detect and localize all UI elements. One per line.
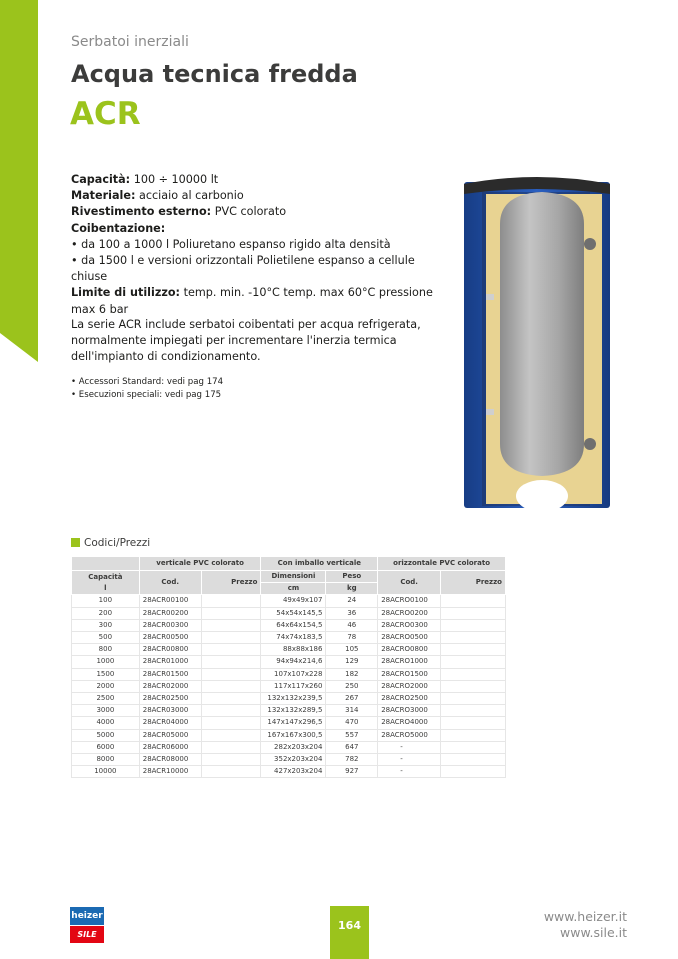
capacity-cell: 2500 xyxy=(72,693,140,705)
spec-label: Materiale: xyxy=(71,189,136,203)
price-cell xyxy=(201,754,261,766)
capacity-header-text: Capacità xyxy=(88,572,123,581)
connection-bottom xyxy=(584,438,596,450)
spec-label: Limite di utilizzo: xyxy=(71,286,181,300)
code-cell: 28ACR00100 xyxy=(139,595,201,607)
weight-cell: 314 xyxy=(326,705,378,717)
price-cell xyxy=(201,741,261,753)
capacity-header xyxy=(72,571,140,595)
spec-insulation-1: • da 100 a 1000 l Poliuretano espanso rigido alta densità xyxy=(71,237,391,251)
header-cell xyxy=(72,557,140,571)
spec-value: acciaio al carbonio xyxy=(138,189,244,203)
code-horizontal-cell: - xyxy=(378,754,441,766)
spec-coating xyxy=(71,204,449,220)
dimensions-cell: 427x203x204 xyxy=(261,766,326,778)
code-cell: 28ACR03000 xyxy=(139,705,201,717)
capacity-cell: 4000 xyxy=(72,717,140,729)
price-horizontal-cell xyxy=(441,693,506,705)
capacity-cell: 5000 xyxy=(72,729,140,741)
code-horizontal-cell: 28ACRO0300 xyxy=(378,619,441,631)
weight-cell: 470 xyxy=(326,717,378,729)
price-table-body xyxy=(72,595,506,778)
price-cell xyxy=(201,619,261,631)
capacity-cell: 100 xyxy=(72,595,140,607)
code-horizontal-cell: 28ACRO1500 xyxy=(378,668,441,680)
price-horizontal-cell xyxy=(441,680,506,692)
weight-cell: 267 xyxy=(326,693,378,705)
weight-cell: 182 xyxy=(326,668,378,680)
code-horizontal-cell: 28ACRO0500 xyxy=(378,632,441,644)
section-title xyxy=(71,537,150,549)
code-horizontal-cell: - xyxy=(378,741,441,753)
price-horizontal-cell xyxy=(441,595,506,607)
weight-header: Peso xyxy=(326,571,378,583)
spec-limits xyxy=(71,285,449,317)
dimensions-cell: 64x64x154,5 xyxy=(261,619,326,631)
dimensions-header: Dimensioni xyxy=(261,571,326,583)
table-row xyxy=(72,680,506,692)
price-cell xyxy=(201,644,261,656)
url-heizer[interactable]: www.heizer.it xyxy=(543,909,627,924)
price-horizontal-cell xyxy=(441,656,506,668)
table-row xyxy=(72,741,506,753)
price-cell xyxy=(201,595,261,607)
section-title-text: Codici/Prezzi xyxy=(84,537,151,549)
capacity-unit: l xyxy=(104,583,107,592)
price-cell xyxy=(201,766,261,778)
capacity-cell: 8000 xyxy=(72,754,140,766)
table-row xyxy=(72,595,506,607)
code-cell: 28ACR00500 xyxy=(139,632,201,644)
code-horizontal-cell: - xyxy=(378,766,441,778)
url-sile[interactable]: www.sile.it xyxy=(560,925,627,940)
heizer-logo: heizer xyxy=(70,907,104,925)
tank-cutaway-image xyxy=(462,174,612,512)
table-row xyxy=(72,619,506,631)
capacity-cell: 3000 xyxy=(72,705,140,717)
price-table xyxy=(71,556,506,778)
price-horizontal-cell xyxy=(441,668,506,680)
code-horizontal-cell: 28ACRO0200 xyxy=(378,607,441,619)
code-cell: 28ACR05000 xyxy=(139,729,201,741)
dimensions-cell: 352x203x204 xyxy=(261,754,326,766)
capacity-cell: 200 xyxy=(72,607,140,619)
table-row xyxy=(72,668,506,680)
code-cell: 28ACR04000 xyxy=(139,717,201,729)
category-label: Serbatoi inerziali xyxy=(71,34,189,50)
connection-left-top xyxy=(486,294,494,300)
capacity-cell: 1000 xyxy=(72,656,140,668)
weight-cell: 927 xyxy=(326,766,378,778)
table-row xyxy=(72,754,506,766)
page-title: Acqua tecnica fredda xyxy=(71,60,358,88)
code-horizontal-cell: 28ACRO5000 xyxy=(378,729,441,741)
code-cell: 28ACR02000 xyxy=(139,680,201,692)
price-horizontal-header: Prezzo xyxy=(441,571,506,595)
capacity-cell: 1500 xyxy=(72,668,140,680)
dimensions-cell: 54x54x145,5 xyxy=(261,607,326,619)
code-header: Cod. xyxy=(139,571,201,595)
weight-cell: 46 xyxy=(326,619,378,631)
price-cell xyxy=(201,717,261,729)
price-cell xyxy=(201,607,261,619)
dimensions-cell: 49x49x107 xyxy=(261,595,326,607)
weight-cell: 250 xyxy=(326,680,378,692)
price-horizontal-cell xyxy=(441,705,506,717)
price-cell xyxy=(201,705,261,717)
connection-left-bottom xyxy=(486,409,494,415)
code-cell: 28ACR01000 xyxy=(139,656,201,668)
weight-cell: 782 xyxy=(326,754,378,766)
price-horizontal-cell xyxy=(441,717,506,729)
dimensions-cell: 74x74x183,5 xyxy=(261,632,326,644)
code-horizontal-cell: 28ACRO2500 xyxy=(378,693,441,705)
dimensions-unit: cm xyxy=(261,583,326,595)
table-row xyxy=(72,717,506,729)
table-header-row xyxy=(72,571,506,583)
price-cell xyxy=(201,729,261,741)
price-horizontal-cell xyxy=(441,729,506,741)
price-cell xyxy=(201,632,261,644)
capacity-cell: 300 xyxy=(72,619,140,631)
dimensions-cell: 117x117x260 xyxy=(261,680,326,692)
code-horizontal-cell: 28ACRO2000 xyxy=(378,680,441,692)
weight-cell: 36 xyxy=(326,607,378,619)
code-horizontal-cell: 28ACRO1000 xyxy=(378,656,441,668)
code-cell: 28ACR10000 xyxy=(139,766,201,778)
code-horizontal-cell: 28ACRO0100 xyxy=(378,595,441,607)
capacity-cell: 500 xyxy=(72,632,140,644)
weight-cell: 24 xyxy=(326,595,378,607)
dimensions-cell: 167x167x300,5 xyxy=(261,729,326,741)
dimensions-cell: 147x147x296,5 xyxy=(261,717,326,729)
model-name: ACR xyxy=(70,96,141,132)
dimensions-cell: 94x94x214,6 xyxy=(261,656,326,668)
price-horizontal-cell xyxy=(441,619,506,631)
bottom-leg xyxy=(516,480,568,512)
price-cell xyxy=(201,680,261,692)
price-horizontal-cell xyxy=(441,607,506,619)
code-cell: 28ACR06000 xyxy=(139,741,201,753)
table-row xyxy=(72,705,506,717)
code-cell: 28ACR00300 xyxy=(139,619,201,631)
spec-value: PVC colorato xyxy=(214,205,287,219)
spec-label: Coibentazione: xyxy=(71,221,166,235)
code-cell: 28ACR02500 xyxy=(139,693,201,705)
weight-cell: 105 xyxy=(326,644,378,656)
group-packaging-header: Con imballo verticale xyxy=(261,557,378,571)
table-row xyxy=(72,766,506,778)
spec-value: 100 ÷ 10000 lt xyxy=(133,173,219,186)
accessory-item: • Esecuzioni speciali: vedi pag 175 xyxy=(71,390,222,400)
dimensions-cell: 282x203x204 xyxy=(261,741,326,753)
price-horizontal-cell xyxy=(441,644,506,656)
capacity-cell: 2000 xyxy=(72,680,140,692)
description: La serie ACR include serbatoi coibentati per acqua refrigerata, normalmente impiegati per incrementare l'inerzia termica dell'impianto di condizionamento. xyxy=(71,318,421,364)
accent-bar xyxy=(0,0,38,362)
footer-urls xyxy=(544,909,627,941)
code-horizontal-cell: 28ACRO4000 xyxy=(378,717,441,729)
code-horizontal-cell: 28ACRO0800 xyxy=(378,644,441,656)
capacity-cell: 10000 xyxy=(72,766,140,778)
price-cell xyxy=(201,693,261,705)
square-bullet-icon xyxy=(71,538,80,547)
code-cell: 28ACR08000 xyxy=(139,754,201,766)
code-horizontal-cell: 28ACRO3000 xyxy=(378,705,441,717)
accessory-item: • Accessori Standard: vedi pag 174 xyxy=(71,377,224,387)
capacity-cell: 6000 xyxy=(72,741,140,753)
price-header: Prezzo xyxy=(201,571,261,595)
table-row xyxy=(72,656,506,668)
code-cell: 28ACR00800 xyxy=(139,644,201,656)
spec-insulation-2: • da 1500 l e versioni orizzontali Polietilene espanso a cellule chiuse xyxy=(71,254,415,284)
accessories-list xyxy=(71,376,223,402)
table-header-row xyxy=(72,557,506,571)
spec-insulation xyxy=(71,221,449,237)
table-row xyxy=(72,632,506,644)
spec-list xyxy=(71,172,449,318)
sile-logo: SILE xyxy=(70,926,104,943)
price-horizontal-cell xyxy=(441,632,506,644)
code-horizontal-header: Cod. xyxy=(378,571,441,595)
capacity-cell: 800 xyxy=(72,644,140,656)
table-row xyxy=(72,607,506,619)
spec-material xyxy=(71,188,449,204)
code-cell: 28ACR00200 xyxy=(139,607,201,619)
table-row xyxy=(72,644,506,656)
weight-cell: 78 xyxy=(326,632,378,644)
page-number: 164 xyxy=(330,906,369,959)
dimensions-cell: 132x132x289,5 xyxy=(261,705,326,717)
weight-cell: 557 xyxy=(326,729,378,741)
spec-value: temp. min. -10°C temp. max 60°C pressione max 6 bar xyxy=(71,286,433,316)
spec-capacity xyxy=(71,172,449,188)
weight-cell: 129 xyxy=(326,656,378,668)
dimensions-cell: 88x88x186 xyxy=(261,644,326,656)
weight-cell: 647 xyxy=(326,741,378,753)
group-horizontal-header: orizzontale PVC colorato xyxy=(378,557,506,571)
weight-unit: kg xyxy=(326,583,378,595)
price-horizontal-cell xyxy=(441,766,506,778)
dimensions-cell: 107x107x228 xyxy=(261,668,326,680)
spec-label: Rivestimento esterno: xyxy=(71,205,212,219)
code-cell: 28ACR01500 xyxy=(139,668,201,680)
price-cell xyxy=(201,668,261,680)
connection-top xyxy=(584,238,596,250)
spec-label: Capacità: xyxy=(71,173,131,186)
dimensions-cell: 132x132x239,5 xyxy=(261,693,326,705)
group-vertical-header: verticale PVC colorato xyxy=(139,557,261,571)
price-horizontal-cell xyxy=(441,754,506,766)
price-cell xyxy=(201,656,261,668)
tank-inner-vessel xyxy=(500,192,584,476)
price-horizontal-cell xyxy=(441,741,506,753)
table-row xyxy=(72,729,506,741)
table-row xyxy=(72,693,506,705)
